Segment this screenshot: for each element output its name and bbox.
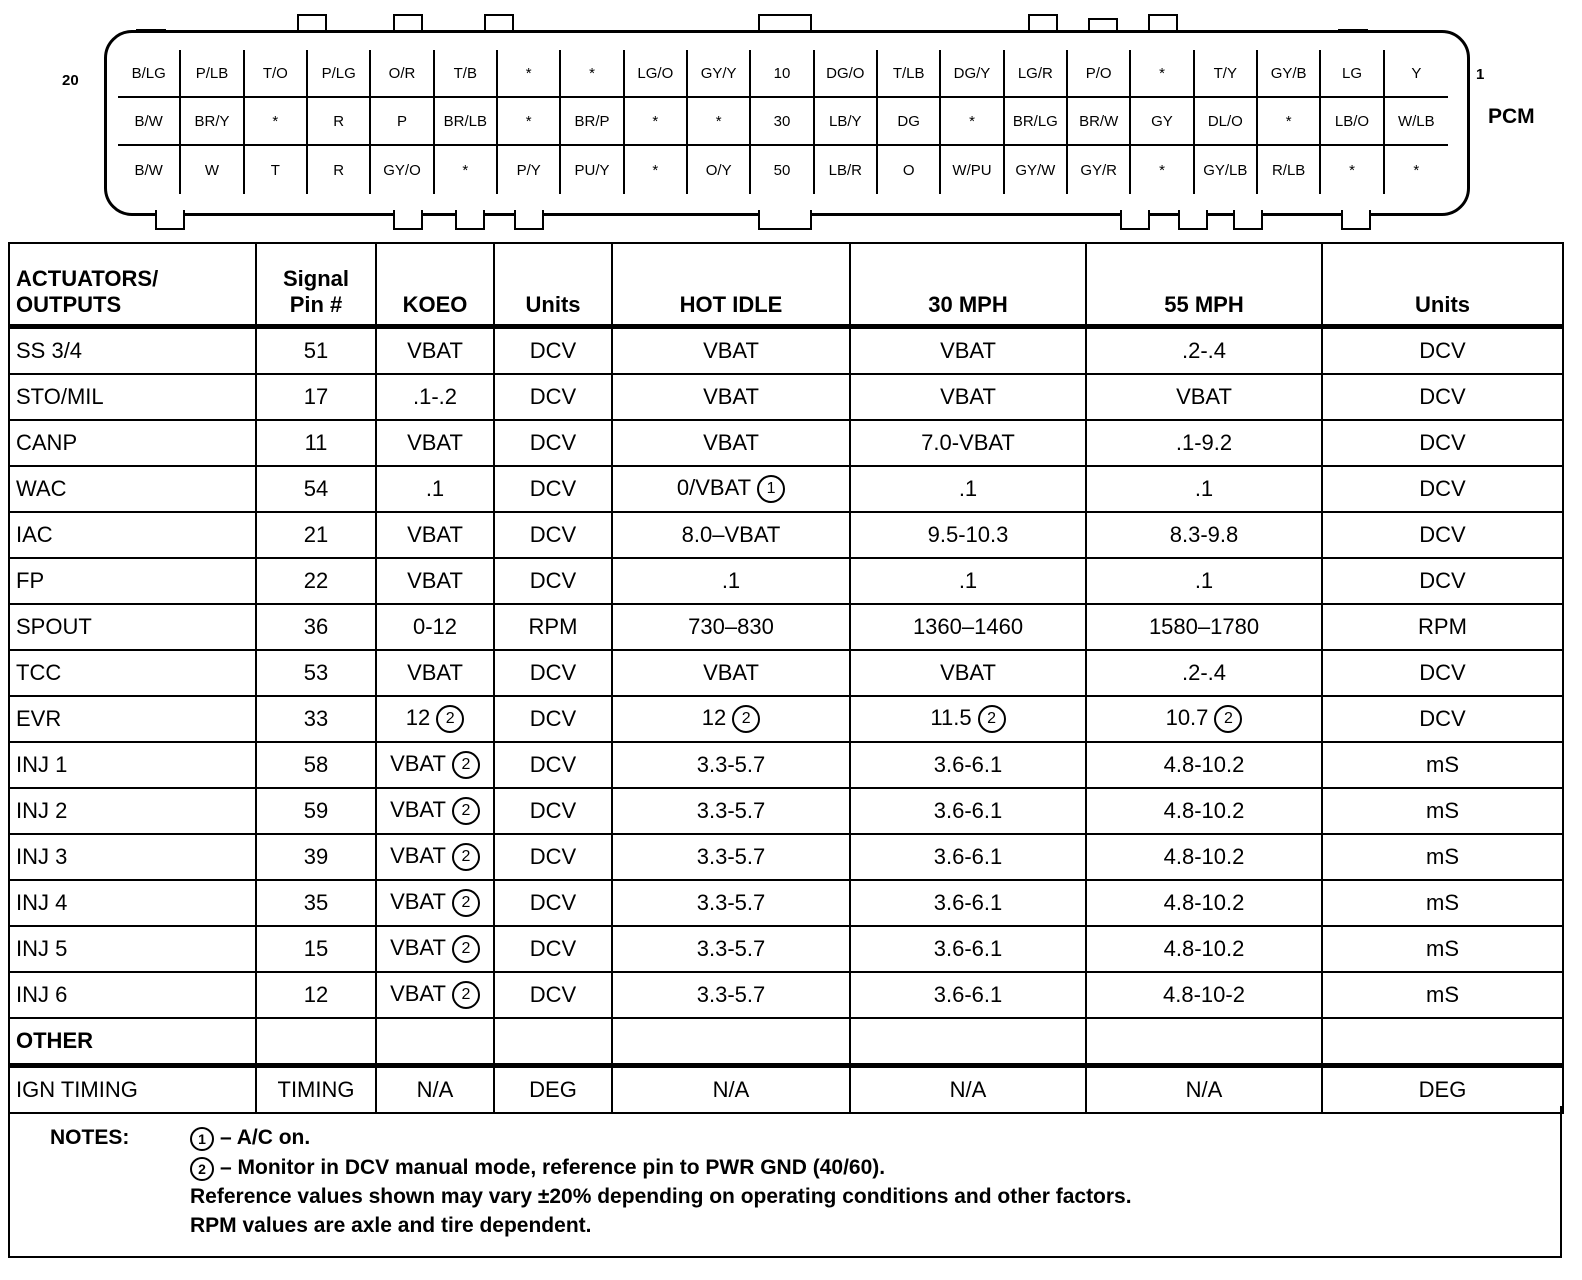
table-cell: DCV xyxy=(1322,466,1563,512)
table-cell: DCV xyxy=(494,650,612,696)
table-cell: IAC xyxy=(9,512,256,558)
connector-tab xyxy=(155,210,185,230)
header-koeo: KOEO xyxy=(376,243,494,327)
table-cell: 36 xyxy=(256,604,376,650)
table-cell: 8.3-9.8 xyxy=(1086,512,1322,558)
table-row xyxy=(9,512,1563,558)
table-cell: DCV xyxy=(1322,327,1563,375)
connector-pin: O/Y xyxy=(688,146,751,194)
header-units: Units xyxy=(1322,243,1563,327)
table-cell: N/A xyxy=(376,1066,494,1114)
connector-pin: * xyxy=(941,98,1004,146)
table-cell: DCV xyxy=(1322,558,1563,604)
table-cell: VBAT xyxy=(376,650,494,696)
table-cell: 9.5-10.3 xyxy=(850,512,1086,558)
table-cell: 59 xyxy=(256,788,376,834)
table-cell: INJ 1 xyxy=(9,742,256,788)
header-signal-pin: Signal Pin # xyxy=(256,243,376,327)
connector-pin: 10 xyxy=(751,50,814,98)
table-cell: DCV xyxy=(494,420,612,466)
table-cell: 8.0–VBAT xyxy=(612,512,850,558)
table-cell: 1360–1460 xyxy=(850,604,1086,650)
table-row xyxy=(9,327,1563,375)
table-cell: DCV xyxy=(494,972,612,1018)
table-cell: INJ 6 xyxy=(9,972,256,1018)
header-hot-idle: HOT IDLE xyxy=(612,243,850,327)
table-cell: 3.6-6.1 xyxy=(850,926,1086,972)
table-cell: VBAT 2 xyxy=(376,834,494,880)
marker-2-icon: 2 xyxy=(452,981,480,1009)
connector-pin: BR/Y xyxy=(181,98,244,146)
table-cell: DCV xyxy=(494,788,612,834)
table-cell: DCV xyxy=(1322,512,1563,558)
connector-pin: LG/R xyxy=(1005,50,1068,98)
connector-pin: * xyxy=(625,98,688,146)
marker-1-icon: 1 xyxy=(190,1127,214,1151)
table-cell: INJ 5 xyxy=(9,926,256,972)
connector-tab xyxy=(1341,210,1371,230)
pin-end-label: 1 xyxy=(1476,66,1485,83)
table-cell: DCV xyxy=(1322,420,1563,466)
marker-2-icon: 2 xyxy=(452,797,480,825)
table-cell: 33 xyxy=(256,696,376,742)
connector-pin: W/PU xyxy=(941,146,1004,194)
table-cell: 4.8-10.2 xyxy=(1086,880,1322,926)
table-row xyxy=(9,834,1563,880)
table-cell: SPOUT xyxy=(9,604,256,650)
table-cell: WAC xyxy=(9,466,256,512)
connector-pin: BR/LB xyxy=(435,98,498,146)
connector-pin: W xyxy=(181,146,244,194)
connector-pin: * xyxy=(1413,161,1420,179)
table-cell xyxy=(256,1018,376,1066)
table-cell: 21 xyxy=(256,512,376,558)
connector-pin: T/Y xyxy=(1195,50,1258,98)
table-cell: 730–830 xyxy=(612,604,850,650)
header-units: Units xyxy=(494,243,612,327)
connector-pin: LB/R xyxy=(815,146,878,194)
table-cell: 3.3-5.7 xyxy=(612,788,850,834)
table-cell: 51 xyxy=(256,327,376,375)
table-cell: DCV xyxy=(494,880,612,926)
table-cell: .1 xyxy=(850,466,1086,512)
table-cell: 4.8-10.2 xyxy=(1086,788,1322,834)
connector-pin: P xyxy=(371,98,434,146)
table-cell: 3.6-6.1 xyxy=(850,788,1086,834)
table-cell: IGN TIMING xyxy=(9,1066,256,1114)
table-cell: SS 3/4 xyxy=(9,327,256,375)
table-cell: DCV xyxy=(494,327,612,375)
table-cell: .2-.4 xyxy=(1086,327,1322,375)
table-cell xyxy=(1086,1018,1322,1066)
connector-pin: R xyxy=(308,98,371,146)
table-cell: N/A xyxy=(1086,1066,1322,1114)
table-cell: .1 xyxy=(612,558,850,604)
table-cell: RPM xyxy=(494,604,612,650)
marker-2-icon: 2 xyxy=(978,705,1006,733)
table-cell: DCV xyxy=(1322,696,1563,742)
table-cell: 39 xyxy=(256,834,376,880)
connector-pin: BR/W xyxy=(1068,98,1131,146)
table-cell: .1-.2 xyxy=(376,374,494,420)
connector-pin: * xyxy=(1131,50,1194,98)
marker-2-icon: 2 xyxy=(436,705,464,733)
table-cell: VBAT xyxy=(376,512,494,558)
connector-pin: LG/O xyxy=(625,50,688,98)
table-cell: 12 2 xyxy=(376,696,494,742)
table-cell: 3.6-6.1 xyxy=(850,972,1086,1018)
table-cell: VBAT xyxy=(612,374,850,420)
connector-pin: LB/O xyxy=(1321,98,1384,146)
table-row xyxy=(9,374,1563,420)
table-cell: VBAT xyxy=(850,374,1086,420)
connector-pin: GY xyxy=(1131,98,1194,146)
pin-start-label: 20 xyxy=(62,72,79,89)
table-cell: DCV xyxy=(1322,374,1563,420)
connector-pin: GY/B xyxy=(1258,50,1321,98)
connector-pin: * xyxy=(1321,146,1384,194)
marker-2-icon: 2 xyxy=(452,935,480,963)
table-cell: .1-9.2 xyxy=(1086,420,1322,466)
table-cell: 3.3-5.7 xyxy=(612,926,850,972)
connector-tab xyxy=(1120,210,1150,230)
table-cell: .2-.4 xyxy=(1086,650,1322,696)
connector-pin: * xyxy=(688,98,751,146)
table-cell: N/A xyxy=(850,1066,1086,1114)
table-cell: DCV xyxy=(494,926,612,972)
table-cell: 53 xyxy=(256,650,376,696)
connector-pin: B/LG xyxy=(118,50,181,98)
table-cell: 17 xyxy=(256,374,376,420)
table-cell: INJ 4 xyxy=(9,880,256,926)
header-55-mph: 55 MPH xyxy=(1086,243,1322,327)
table-cell: VBAT 2 xyxy=(376,742,494,788)
table-cell: 3.3-5.7 xyxy=(612,972,850,1018)
table-cell: VBAT xyxy=(1086,374,1322,420)
connector-pin: T/O xyxy=(245,50,308,98)
table-cell: VBAT xyxy=(850,650,1086,696)
connector-pin: DG/O xyxy=(815,50,878,98)
table-cell: 10.7 2 xyxy=(1086,696,1322,742)
table-cell: VBAT xyxy=(612,420,850,466)
table-cell: DCV xyxy=(494,558,612,604)
table-cell: mS xyxy=(1322,834,1563,880)
notes-heading: NOTES: xyxy=(50,1126,130,1149)
table-cell: 4.8-10.2 xyxy=(1086,926,1322,972)
table-row xyxy=(9,604,1563,650)
connector-pin: O/R xyxy=(371,50,434,98)
table-cell: 1580–1780 xyxy=(1086,604,1322,650)
connector-pin: O xyxy=(878,146,941,194)
connector-tab xyxy=(758,210,812,230)
table-row xyxy=(9,788,1563,834)
connector-pin: R xyxy=(308,146,371,194)
connector-pin: * xyxy=(1131,146,1194,194)
connector-pin: T xyxy=(245,146,308,194)
table-cell: TIMING xyxy=(256,1066,376,1114)
table-cell: mS xyxy=(1322,788,1563,834)
table-cell: VBAT 2 xyxy=(376,926,494,972)
table-cell: VBAT 2 xyxy=(376,788,494,834)
table-cell: 54 xyxy=(256,466,376,512)
connector-pin: * xyxy=(435,146,498,194)
table-cell: INJ 3 xyxy=(9,834,256,880)
table-cell: DEG xyxy=(1322,1066,1563,1114)
pcm-connector-diagram xyxy=(0,0,1582,240)
marker-2-icon: 2 xyxy=(732,705,760,733)
table-row xyxy=(9,926,1563,972)
table-cell: FP xyxy=(9,558,256,604)
header-actuators: ACTUATORS/ OUTPUTS xyxy=(9,243,256,327)
table-cell: DCV xyxy=(494,742,612,788)
table-cell: 22 xyxy=(256,558,376,604)
connector-pin: T/B xyxy=(435,50,498,98)
connector-pin: P/O xyxy=(1068,50,1131,98)
table-cell: 3.6-6.1 xyxy=(850,834,1086,880)
connector-tab xyxy=(514,210,544,230)
table-row xyxy=(9,420,1563,466)
connector-pin: * xyxy=(625,146,688,194)
table-cell xyxy=(1322,1018,1563,1066)
table-row xyxy=(9,880,1563,926)
table-cell xyxy=(494,1018,612,1066)
table-cell: DCV xyxy=(494,834,612,880)
connector-pin: GY/LB xyxy=(1195,146,1258,194)
table-cell: VBAT 2 xyxy=(376,972,494,1018)
connector-pin: P/LB xyxy=(181,50,244,98)
connector-pin: LB/Y xyxy=(815,98,878,146)
note-line-4: RPM values are axle and tire dependent. xyxy=(190,1214,592,1237)
table-cell: 4.8-10-2 xyxy=(1086,972,1322,1018)
table-cell: mS xyxy=(1322,742,1563,788)
marker-2-icon: 2 xyxy=(452,889,480,917)
table-cell: 3.6-6.1 xyxy=(850,880,1086,926)
table-cell: 0/VBAT 1 xyxy=(612,466,850,512)
table-cell: mS xyxy=(1322,880,1563,926)
table-cell: VBAT xyxy=(612,650,850,696)
table-cell: 58 xyxy=(256,742,376,788)
table-row xyxy=(9,742,1563,788)
table-cell: EVR xyxy=(9,696,256,742)
connector-pin: BR/P xyxy=(561,98,624,146)
table-cell: DCV xyxy=(494,466,612,512)
connector-pin: GY/Y xyxy=(688,50,751,98)
table-cell: TCC xyxy=(9,650,256,696)
connector-pin: B/W xyxy=(118,146,181,194)
table-cell: 15 xyxy=(256,926,376,972)
section-other-label: OTHER xyxy=(9,1018,256,1066)
connector-pin: P/LG xyxy=(308,50,371,98)
table-cell: DCV xyxy=(494,512,612,558)
table-cell: mS xyxy=(1322,972,1563,1018)
note-2: 2 – Monitor in DCV manual mode, reference pin to PWR GND (40/60). xyxy=(190,1156,885,1181)
connector-pin: * xyxy=(245,98,308,146)
note-1: 1 – A/C on. xyxy=(190,1126,310,1151)
marker-2-icon: 2 xyxy=(1214,705,1242,733)
table-cell: 3.6-6.1 xyxy=(850,742,1086,788)
note-line-3: Reference values shown may vary ±20% depending on operating conditions and other factors. xyxy=(190,1185,1132,1208)
table-cell: .1 xyxy=(376,466,494,512)
table-cell: 3.3-5.7 xyxy=(612,834,850,880)
table-row xyxy=(9,466,1563,512)
table-cell: DCV xyxy=(494,374,612,420)
actuator-spec-table xyxy=(8,242,1564,1114)
connector-pin: 50 xyxy=(751,146,814,194)
connector-pin: DL/O xyxy=(1195,98,1258,146)
table-cell: mS xyxy=(1322,926,1563,972)
table-cell: 11.5 2 xyxy=(850,696,1086,742)
table-cell: .1 xyxy=(1086,558,1322,604)
connector-pin: DG xyxy=(878,98,941,146)
table-cell: VBAT xyxy=(850,327,1086,375)
connector-pin: PU/Y xyxy=(561,146,624,194)
notes-box xyxy=(8,1106,1562,1258)
connector-pin: T/LB xyxy=(878,50,941,98)
connector-pin: * xyxy=(1258,98,1321,146)
connector-pin-grid xyxy=(118,50,1448,194)
table-cell: DEG xyxy=(494,1066,612,1114)
table-cell: DCV xyxy=(494,696,612,742)
table-cell: 0-12 xyxy=(376,604,494,650)
table-cell xyxy=(612,1018,850,1066)
table-cell: 3.3-5.7 xyxy=(612,880,850,926)
connector-pin: GY/O xyxy=(371,146,434,194)
table-cell: .1 xyxy=(850,558,1086,604)
table-cell: VBAT 2 xyxy=(376,880,494,926)
connector-pin: * xyxy=(561,50,624,98)
connector-tab xyxy=(1178,210,1208,230)
marker-1-icon: 1 xyxy=(757,475,785,503)
table-cell: 3.3-5.7 xyxy=(612,742,850,788)
table-cell: N/A xyxy=(612,1066,850,1114)
table-row xyxy=(9,558,1563,604)
table-cell: 12 xyxy=(256,972,376,1018)
table-cell: 4.8-10.2 xyxy=(1086,834,1322,880)
table-cell: STO/MIL xyxy=(9,374,256,420)
connector-pin: BR/LG xyxy=(1005,98,1068,146)
table-cell: 11 xyxy=(256,420,376,466)
connector-pin: * xyxy=(498,50,561,98)
table-cell: CANP xyxy=(9,420,256,466)
table-cell: VBAT xyxy=(376,420,494,466)
header-30-mph: 30 MPH xyxy=(850,243,1086,327)
connector-pin: W/LB xyxy=(1385,98,1448,146)
connector-tab xyxy=(1233,210,1263,230)
table-cell: .1 xyxy=(1086,466,1322,512)
connector-pin: 30 xyxy=(751,98,814,146)
connector-pin: LG xyxy=(1321,50,1384,98)
connector-pin: GY/W xyxy=(1005,146,1068,194)
connector-pin: Y xyxy=(1385,50,1448,98)
connector-pin: R/LB xyxy=(1258,146,1321,194)
table-cell: 4.8-10.2 xyxy=(1086,742,1322,788)
table-cell: 7.0-VBAT xyxy=(850,420,1086,466)
table-row xyxy=(9,972,1563,1018)
pcm-label: PCM xyxy=(1488,105,1535,128)
table-cell: VBAT xyxy=(376,558,494,604)
table-row xyxy=(9,696,1563,742)
section-row-other xyxy=(9,1018,1563,1066)
connector-pin: * xyxy=(498,98,561,146)
table-cell: INJ 2 xyxy=(9,788,256,834)
table-cell: 35 xyxy=(256,880,376,926)
table-cell: VBAT xyxy=(376,327,494,375)
table-cell: 12 2 xyxy=(612,696,850,742)
table-cell: RPM xyxy=(1322,604,1563,650)
table-row xyxy=(9,650,1563,696)
table-header-row xyxy=(9,243,1563,327)
connector-tab xyxy=(455,210,485,230)
table-cell xyxy=(376,1018,494,1066)
table-cell xyxy=(850,1018,1086,1066)
connector-pin: B/W xyxy=(118,98,181,146)
table-cell: VBAT xyxy=(612,327,850,375)
marker-2-icon: 2 xyxy=(452,751,480,779)
marker-2-icon: 2 xyxy=(190,1157,214,1181)
table-cell: DCV xyxy=(1322,650,1563,696)
connector-pin: GY/R xyxy=(1068,146,1131,194)
connector-pin: P/Y xyxy=(498,146,561,194)
marker-2-icon: 2 xyxy=(452,843,480,871)
connector-tab xyxy=(393,210,423,230)
connector-pin: DG/Y xyxy=(941,50,1004,98)
